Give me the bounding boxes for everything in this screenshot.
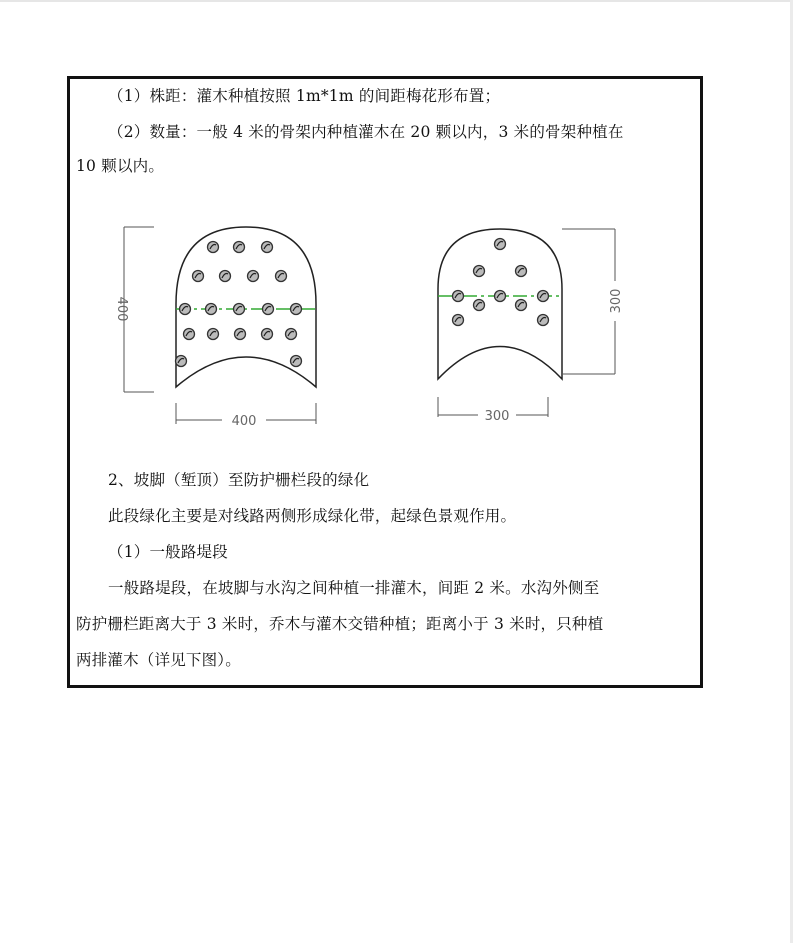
shrub-symbol [180, 304, 191, 315]
shrub-symbol [495, 239, 506, 250]
shrub-layout-figure [70, 209, 700, 449]
shrub-symbol [234, 242, 245, 253]
paragraph-spacing: （1）株距：灌木种植按照 1m*1m 的间距梅花形布置； [108, 87, 501, 105]
shrub-symbol [474, 300, 485, 311]
shrub-symbol [176, 356, 187, 367]
shrub-symbol [262, 329, 273, 340]
shrub-symbol [234, 304, 245, 315]
shrub-symbol [516, 300, 527, 311]
frame-300-shrubs [453, 239, 549, 326]
frame-400-shrubs [176, 242, 302, 367]
shrub-symbol [286, 329, 297, 340]
shrub-symbol [276, 271, 287, 282]
shrub-symbol [208, 242, 219, 253]
heading-slope-foot-greening: 2、坡脚（堑顶）至防护栅栏段的绿化 [108, 471, 370, 489]
content-frame [67, 76, 703, 688]
paragraph-quantity-line2: 10 颗以内。 [76, 157, 165, 175]
shrub-symbol [474, 266, 485, 277]
shrub-symbol [248, 271, 259, 282]
heading-general-embankment: （1）一般路堤段 [108, 543, 228, 561]
frame-400-diagram [114, 227, 316, 429]
shrub-symbol [235, 329, 246, 340]
shrub-symbol [208, 329, 219, 340]
shrub-symbol [184, 329, 195, 340]
frame-300-outline [438, 229, 562, 379]
frame-300-diagram [438, 229, 624, 424]
shrub-symbol [453, 315, 464, 326]
frame-400-height-label: 400 [114, 296, 129, 322]
paragraph-quantity-line1: （2）数量：一般 4 米的骨架内种植灌木在 20 颗以内，3 米的骨架种植在 [108, 123, 624, 141]
shrub-symbol [193, 271, 204, 282]
page-edge [0, 0, 793, 2]
frame-300-height-label: 300 [609, 288, 624, 314]
frame-400-width-label: 400 [231, 414, 257, 429]
shrub-symbol [495, 291, 506, 302]
shrub-symbol [538, 291, 549, 302]
shrub-symbol [206, 304, 217, 315]
shrub-symbol [291, 356, 302, 367]
shrub-symbol [263, 304, 274, 315]
shrub-symbol [220, 271, 231, 282]
paragraph-embankment-line3: 两排灌木（详见下图）。 [76, 651, 241, 669]
paragraph-embankment-line1: 一般路堤段，在坡脚与水沟之间种植一排灌木，间距 2 米。水沟外侧至 [108, 579, 600, 597]
shrub-symbol [538, 315, 549, 326]
shrub-symbol [291, 304, 302, 315]
paragraph-greening-purpose: 此段绿化主要是对线路两侧形成绿化带，起绿色景观作用。 [108, 507, 517, 525]
shrub-symbol [262, 242, 273, 253]
shrub-symbol [516, 266, 527, 277]
shrub-symbol [453, 291, 464, 302]
paragraph-embankment-line2: 防护栅栏距离大于 3 米时，乔木与灌木交错种植；距离小于 3 米时，只种植 [76, 615, 604, 633]
frame-300-width-label: 300 [484, 409, 510, 424]
